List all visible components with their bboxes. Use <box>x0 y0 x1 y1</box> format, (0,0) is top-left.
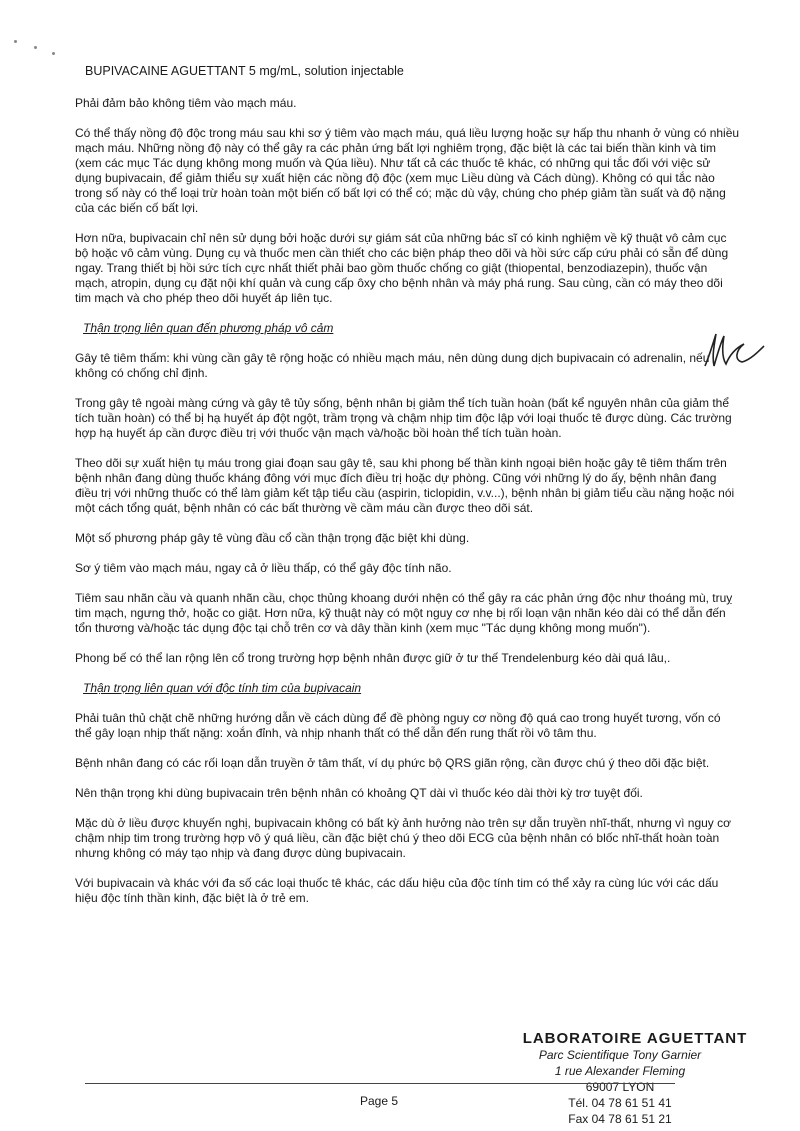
paragraph: Một số phương pháp gây tê vùng đầu cổ cần thận trọng đặc biệt khi dùng. <box>75 531 470 545</box>
stamp-company: LABORATOIRE AGUETTANT <box>522 1030 748 1047</box>
document-body <box>75 96 740 921</box>
page-number: Page 5 <box>360 1094 399 1108</box>
paragraph: Với bupivacain và khác với đa số các loại thuốc tê khác, các dấu hiệu của độc tính tim có thể xảy ra cùng lúc với các dấu hiệu độc tính thần kinh, đặc biệt là ở trẻ em. <box>75 876 719 905</box>
footer-rule <box>85 1083 675 1084</box>
signature <box>700 326 770 376</box>
section-heading: Thận trọng liên quan đến phương pháp vô cảm <box>83 321 334 335</box>
stamp-phone: Tél. 04 78 61 51 41 <box>568 1096 672 1110</box>
company-stamp <box>470 1030 770 1127</box>
paragraph: Gây tê tiêm thấm: khi vùng cần gây tê rộng hoặc có nhiều mạch máu, nên dùng dung dịch bupivacain có adrenalin, nếu không có chống chỉ định. <box>75 351 710 380</box>
paragraph: Theo dõi sự xuất hiện tụ máu trong giai đoạn sau gây tê, sau khi phong bế thần kinh ngoại biên hoặc gây tê tiêm thấm trên bệnh nhân đang dùng thuốc kháng đông với mục đích điều trị hoặc dự phòng. Cũng với những lý do ấy, bệnh nhân đang điều trị với những thuốc có thể làm giảm kết tập tiểu cầu (aspirin, ticlopidin, v.v...), bệnh nhân bị giảm tiểu cầu nặng hoặc nói một cách tổng quát, bệnh nhân có các bất thường về cầm máu cần được theo dõi sát. <box>75 456 735 515</box>
paragraph: Có thể thấy nồng độ độc trong máu sau khi sơ ý tiêm vào mạch máu, quá liều lượng hoặc sự hấp thu nhanh ở vùng có nhiều mạch máu. Những nồng độ này có thể gây ra các phản ứng bất lợi nghiêm trọng, đặc biệt là các tai biến thần kinh và tim (xem các mục Tác dụng không mong muốn và Qúa liều). Như tất cả các thuốc tê khác, có những qui tắc đối với việc sử dụng bupivacain, để giảm thiểu sự xuất hiện các nồng độ độc (xem mục Liều dùng và Cách dùng). Không có qui tắc nào trong số này có thể loại trừ hoàn toàn một biến cố bất lợi có thể có; mặc dù vậy, chúng cho phép giảm tần suất và độ nặng của các biến cố bất lợi. <box>75 126 740 215</box>
paragraph: Nên thận trọng khi dùng bupivacain trên bệnh nhân có khoảng QT dài vì thuốc kéo dài thời kỳ trơ tuyệt đối. <box>75 786 643 800</box>
paragraph: Sơ ý tiêm vào mạch máu, ngay cả ở liều thấp, có thể gây độc tính não. <box>75 561 452 575</box>
stamp-address-1: Parc Scientifique Tony Garnier <box>538 1048 702 1062</box>
paragraph: Bệnh nhân đang có các rối loạn dẫn truyền ở tâm thất, ví dụ phức bộ QRS giãn rộng, cần được chú ý theo dõi đặc biệt. <box>75 756 710 770</box>
paragraph: Tiêm sau nhãn cầu và quanh nhãn cầu, chọc thủng khoang dưới nhện có thể gây ra các phản ứng độc như thoáng mù, truỵ tim mạch, ngưng thở, hoặc co giật. Hơn nữa, kỹ thuật này có một nguy cơ nhẹ bị rối loạn vận nhãn kéo dài có thể dẫn đến tổn thương và/hoặc tác dụng độc tại chỗ trên cơ và dây thần kinh (xem mục "Tác dụng không mong muốn"). <box>75 591 733 635</box>
paragraph: Mặc dù ở liều được khuyến nghị, bupivacain không có bất kỳ ảnh hưởng nào trên sự dẫn truyền nhĩ-thất, nhưng vì nguy cơ chậm nhịp tim trong trường hợp vô ý quá liều, cần đặc biệt chú ý theo dõi ECG của bệnh nhân có blốc nhĩ-thất hoàn toàn nhưng không có máy tạo nhịp và đang được dùng bupivacain. <box>75 816 731 860</box>
paragraph: Hơn nữa, bupivacain chỉ nên sử dụng bởi hoặc dưới sự giám sát của những bác sĩ có kinh nghiệm về kỹ thuật vô cảm cục bộ hoặc vô cảm vùng. Dụng cụ và thuốc men cần thiết cho các biện pháp theo dõi và hồi sức cấp cứu phải có sẵn để dùng ngay. Trang thiết bị hồi sức tích cực nhất thiết phải bao gồm thuốc chống co giật (thiopental, benzodiazepin), thuốc vận mạch, atropin, dụng cụ đặt nội khí quản và cung cấp ôxy cho bệnh nhân và máy phá rung. Sau cùng, cần có máy theo dõi tim mạch và cho phép theo dõi huyết áp liên tục. <box>75 231 729 305</box>
paragraph: Trong gây tê ngoài màng cứng và gây tê tủy sống, bệnh nhân bị giảm thể tích tuần hoàn (bất kể nguyên nhân của giảm thể tích tuần hoàn) có thể bị hạ huyết áp đột ngột, trầm trọng và chậm nhịp tim độc lập với loại thuốc tê được dùng. Các trường hợp hạ huyết áp cần được điều trị với thuốc vận mạch và/hoặc bồi hoàn thể tích tuần hoàn. <box>75 396 732 440</box>
section-heading: Thận trọng liên quan với độc tính tim của bupivacain <box>83 681 362 695</box>
paragraph: Phong bế có thể lan rộng lên cổ trong trường hợp bệnh nhân được giữ ở tư thế Trendelenburg kéo dài quá lâu,. <box>75 651 671 665</box>
stamp-fax: Fax 04 78 61 51 21 <box>568 1112 672 1126</box>
paragraph: Phải tuân thủ chặt chẽ những hướng dẫn về cách dùng để đề phòng nguy cơ nồng độ quá cao trong huyết tương, vốn có thể gây loạn nhịp thất nặng: xoắn đỉnh, và nhịp nhanh thất có thể dẫn đến rung thất rồi vô tâm thu. <box>75 711 721 740</box>
document-title: BUPIVACAINE AGUETTANT 5 mg/mL, solution injectable <box>85 64 404 78</box>
stamp-address-2: 1 rue Alexander Fleming <box>554 1064 686 1078</box>
paragraph: Phải đảm bảo không tiêm vào mạch máu. <box>75 96 297 110</box>
stamp-city: 69007 LYON <box>585 1080 655 1094</box>
